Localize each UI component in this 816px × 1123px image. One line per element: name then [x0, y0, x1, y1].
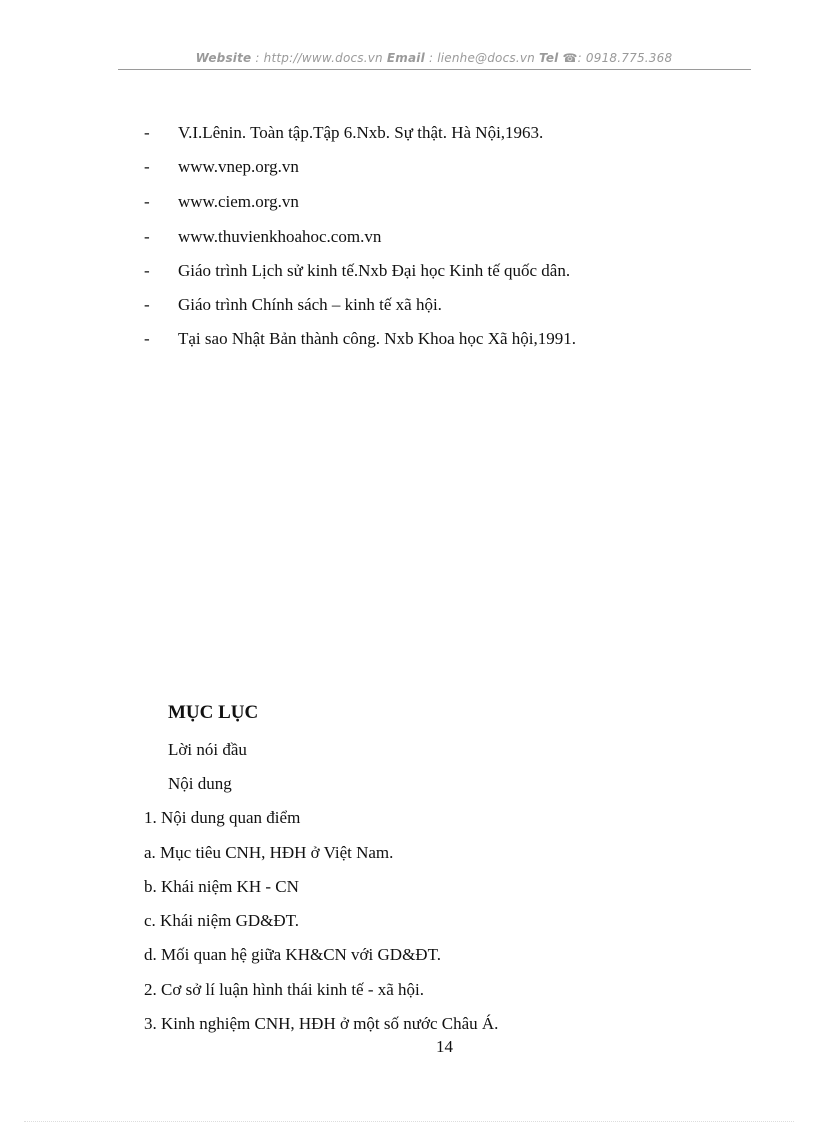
- toc-item: d. Mối quan hệ giữa KH&CN với GD&ĐT.: [144, 945, 441, 964]
- toc-title: MỤC LỤC: [168, 702, 259, 723]
- bullet-dash: -: [144, 157, 150, 176]
- reference-text: www.vnep.org.vn: [178, 157, 299, 176]
- website-url[interactable]: : http://www.docs.vn: [255, 51, 383, 65]
- bullet-dash: -: [144, 261, 150, 280]
- reference-item: [0, 227, 816, 251]
- bullet-dash: -: [144, 227, 150, 246]
- page-bottom-border: [24, 1121, 794, 1122]
- phone-icon: ☎: [562, 51, 578, 65]
- tel-label: Tel: [539, 51, 559, 65]
- reference-text: Giáo trình Lịch sử kinh tế.Nxb Đại học Kinh tế quốc dân.: [178, 261, 571, 280]
- reference-item: [0, 157, 816, 181]
- email-label: Email: [386, 51, 425, 65]
- reference-text: www.thuvienkhoahoc.com.vn: [178, 227, 382, 246]
- reference-item: [0, 192, 816, 216]
- toc-item: a. Mục tiêu CNH, HĐH ở Việt Nam.: [144, 843, 394, 862]
- toc-item: Lời nói đầu: [168, 740, 247, 759]
- reference-text: Tại sao Nhật Bản thành công. Nxb Khoa học Xã hội,1991.: [178, 329, 576, 348]
- reference-item: [0, 329, 816, 353]
- reference-item: [0, 261, 816, 285]
- bullet-dash: -: [144, 295, 150, 314]
- toc-item: Nội dung: [168, 774, 232, 793]
- bullet-dash: -: [144, 329, 150, 348]
- toc-item: 2. Cơ sở lí luận hình thái kinh tế - xã hội.: [144, 980, 425, 999]
- toc-item: c. Khái niệm GD&ĐT.: [144, 911, 300, 930]
- reference-item: [0, 295, 816, 319]
- bullet-dash: -: [144, 192, 150, 211]
- toc-item: 1. Nội dung quan điểm: [144, 808, 301, 827]
- toc-item: b. Khái niệm KH - CN: [144, 877, 299, 896]
- reference-text: www.ciem.org.vn: [178, 192, 299, 211]
- page-header: [118, 51, 750, 65]
- bullet-dash: -: [144, 123, 150, 142]
- toc-item: 3. Kinh nghiệm CNH, HĐH ở một số nước Châu Á.: [144, 1014, 499, 1033]
- page-number: 14: [436, 1037, 453, 1056]
- header-divider: [118, 69, 751, 70]
- website-label: Website: [195, 51, 252, 65]
- reference-text: Giáo trình Chính sách – kinh tế xã hội.: [178, 295, 442, 314]
- reference-text: V.I.Lênin. Toàn tập.Tập 6.Nxb. Sự thật. Hà Nội,1963.: [178, 123, 544, 142]
- email-value[interactable]: : lienhe@docs.vn: [428, 51, 535, 65]
- reference-item: [0, 123, 816, 147]
- tel-value: : 0918.775.368: [577, 51, 673, 65]
